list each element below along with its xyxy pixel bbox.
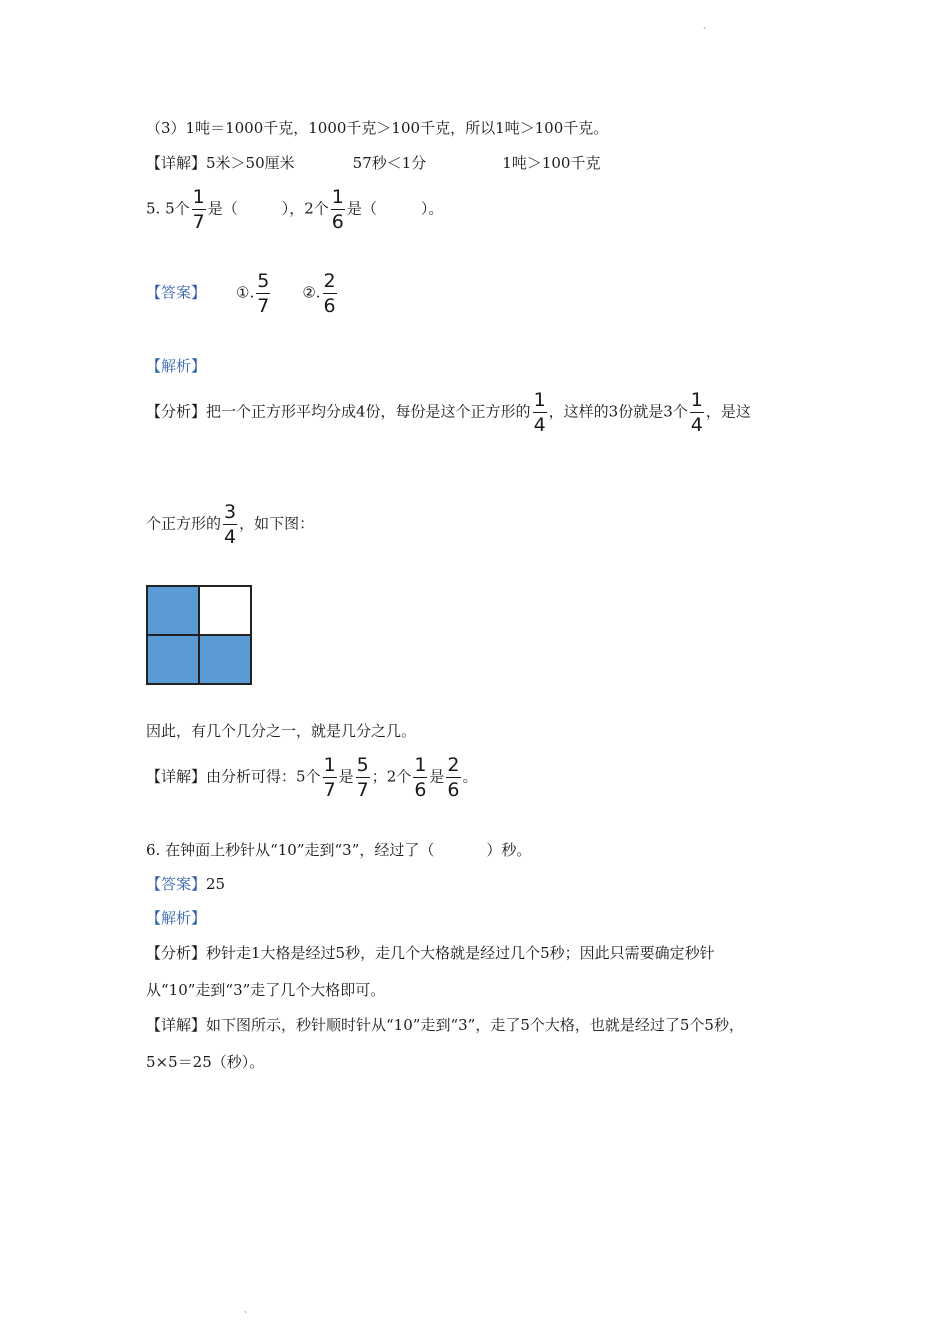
fraction-one-seventh: $\frac{1}{7}$: [323, 754, 336, 801]
q5-detail-b: 是: [338, 767, 354, 786]
q4-item3: （3）1吨＝1000千克，1000千克＞100千克，所以1吨＞100千克。: [146, 119, 609, 137]
q5-analysis-e: ，如下图：: [239, 514, 315, 533]
q6-detail-line2: 5×5＝25（秒）。: [146, 1053, 265, 1071]
answer-label: 【答案】: [146, 283, 207, 302]
q5-detail-e: 。: [462, 767, 478, 786]
q5-pre: 5. 5个: [146, 199, 190, 218]
q5-analysis-line1: [146, 389, 751, 436]
q6-detail-a: 如下图所示，秒针顺时针从“10”走到“3”，走了5个大格，也就是经过了5个5秒，: [206, 1016, 744, 1034]
fraction-two-sixths: $\frac{2}{6}$: [447, 754, 460, 801]
q5-detail: [146, 754, 478, 801]
q5-detail-c: ；2个: [371, 767, 412, 786]
detail-label: 【详解】: [146, 154, 207, 172]
q5-analysis-b: ，这样的3份就是3个: [548, 402, 688, 421]
q6-analysis-line2: 从“10”走到“3”走了几个大格即可。: [146, 981, 386, 999]
detail-label: 【详解】: [146, 767, 207, 786]
q5-mid: 是（: [207, 199, 238, 218]
answer-fraction-1: $\frac{5}{7}$: [257, 270, 270, 317]
answer-label: 【答案】: [146, 875, 207, 893]
q4-detail: [146, 153, 600, 173]
square-cell: [199, 635, 251, 684]
q6-analysis-line1: [146, 943, 715, 963]
q4-detail-b: 57秒＜1分: [352, 154, 427, 172]
fraction-one-quarter: $\frac{1}{4}$: [690, 389, 703, 436]
q6-analysis-a: 秒针走1大格是经过5秒，走几个大格就是经过几个5秒；因此只需要确定秒针: [206, 944, 715, 962]
header-mark: 、: [703, 21, 711, 30]
square-cell: [147, 635, 199, 684]
fraction-one-sixth: $\frac{1}{6}$: [331, 186, 344, 233]
footer-mark: 、: [244, 1305, 252, 1314]
q5-analysis-c: ，是这: [705, 402, 751, 421]
square-cell: [199, 586, 251, 635]
q5-detail-a: 由分析可得：5个: [206, 767, 321, 786]
analysis-label: 【分析】: [146, 944, 207, 962]
q5-analysis-d: 个正方形的: [146, 514, 222, 533]
answer-fraction-2: $\frac{2}{6}$: [323, 270, 336, 317]
q6-answer-value: 25: [206, 875, 226, 893]
q4-detail-c: 1吨＞100千克: [502, 154, 601, 172]
q5-answer: [146, 270, 339, 317]
q5-conclusion: 因此，有几个几分之一，就是几分之几。: [146, 722, 417, 740]
q6-question: [146, 840, 531, 860]
q5-question: [146, 186, 443, 233]
fraction-one-seventh: $\frac{1}{7}$: [192, 186, 205, 233]
square-cell: [147, 586, 199, 635]
analysis-label: 【分析】: [146, 402, 207, 421]
q6-jiexi-label: 【解析】: [146, 909, 207, 927]
q6-detail-line1: [146, 1015, 744, 1035]
q5-post-close: ）。: [420, 199, 444, 218]
q5-analysis-line2: [146, 501, 314, 548]
answer-1-mark: ①.: [236, 283, 255, 302]
fraction-three-quarters: $\frac{3}{4}$: [224, 501, 237, 548]
q5-mid-close: ），2个: [281, 199, 329, 218]
q5-jiexi-label: 【解析】: [146, 357, 207, 375]
fraction-one-quarter: $\frac{1}{4}$: [533, 389, 546, 436]
q6-question-close: ）秒。: [486, 841, 532, 859]
detail-label: 【详解】: [146, 1016, 207, 1034]
q5-analysis-a: 把一个正方形平均分成4份，每份是这个正方形的: [206, 402, 531, 421]
q4-detail-a: 5米＞50厘米: [206, 154, 295, 172]
q6-question-text: 6. 在钟面上秒针从“10”走到“3”，经过了（: [146, 841, 435, 859]
fraction-one-sixth: $\frac{1}{6}$: [414, 754, 427, 801]
quarter-square-diagram: [146, 585, 252, 685]
fraction-five-sevenths: $\frac{5}{7}$: [356, 754, 369, 801]
q5-post: 是（: [346, 199, 377, 218]
q6-answer: [146, 874, 225, 894]
q5-detail-d: 是: [429, 767, 445, 786]
answer-2-mark: ②.: [302, 283, 321, 302]
